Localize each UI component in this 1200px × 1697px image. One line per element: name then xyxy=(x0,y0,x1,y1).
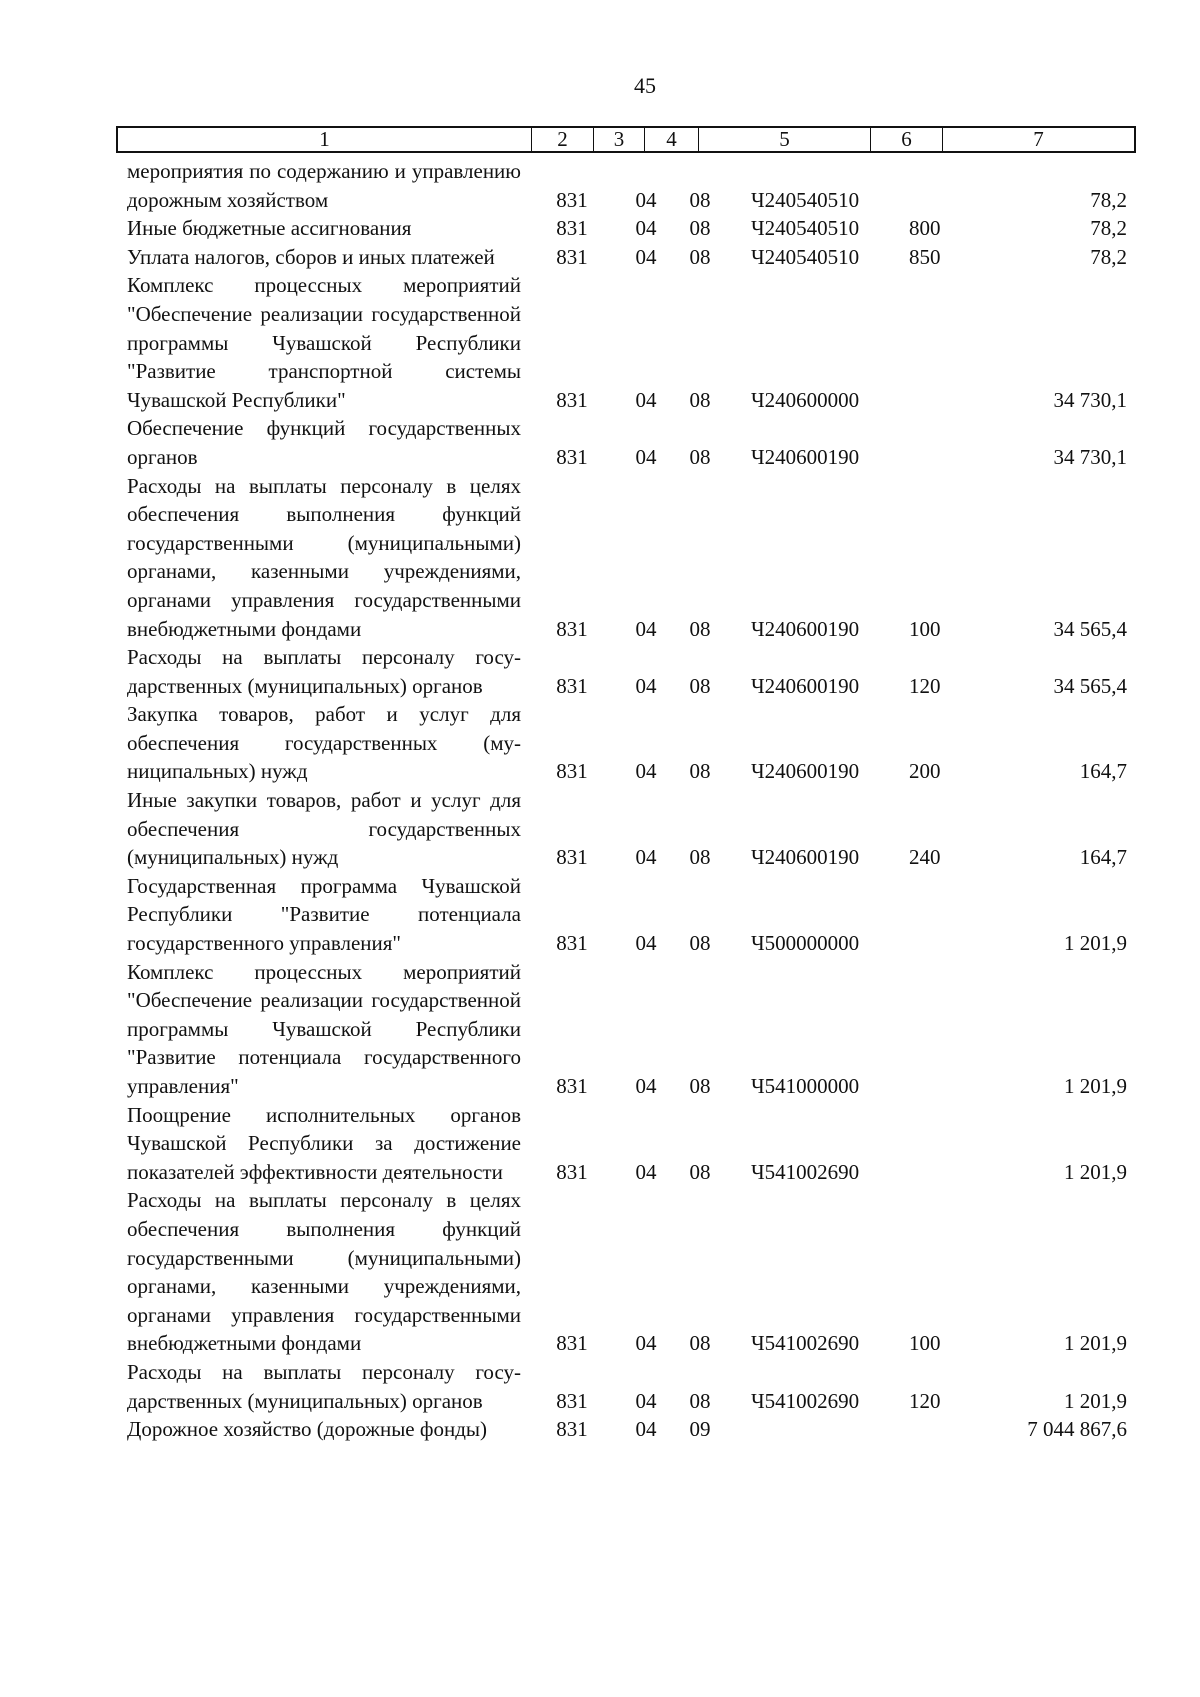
row-target-article: Ч240540510 xyxy=(751,216,860,241)
row-expense-type: 240 xyxy=(909,845,941,870)
row-subsection-code: 09 xyxy=(689,1417,711,1442)
row-gr-code: 831 xyxy=(556,387,588,412)
row-gr-code: 831 xyxy=(556,845,588,870)
row-amount: 1 201,9 xyxy=(1064,1159,1127,1184)
row-expense-type: 200 xyxy=(909,759,941,784)
table-row xyxy=(127,872,1127,958)
row-amount: 7 044 867,6 xyxy=(1027,1417,1127,1442)
row-name: Расходы на выплаты персоналу в целях обеспечения выполнения функций государственными (муниципальными) органами, казенными учреждениями, органами управления государственными внебюджетными фондами xyxy=(127,1188,521,1356)
row-subsection-code: 08 xyxy=(689,444,711,469)
column-header-2: 2 xyxy=(532,128,594,151)
row-gr-code: 831 xyxy=(556,673,588,698)
row-name: Иные бюджетные ассигнования xyxy=(127,216,412,241)
table-row xyxy=(127,700,1127,786)
row-name: Комплекс процессных мероприятий "Обеспечение реализации государственной программы Чувашской Республики "Развитие потенциала государственного управления" xyxy=(127,959,521,1098)
row-gr-code: 831 xyxy=(556,1388,588,1413)
row-section-code: 04 xyxy=(635,931,657,956)
row-name: Государственная программа Чувашской Республики "Развитие потенциала государственного управления" xyxy=(127,873,521,956)
row-target-article: Ч500000000 xyxy=(751,931,860,956)
row-subsection-code: 08 xyxy=(689,845,711,870)
column-header-6: 6 xyxy=(871,128,943,151)
table-row xyxy=(127,157,1127,214)
row-gr-code: 831 xyxy=(556,1331,588,1356)
column-header-5: 5 xyxy=(699,128,871,151)
row-section-code: 04 xyxy=(635,759,657,784)
table-row xyxy=(127,786,1127,872)
row-subsection-code: 08 xyxy=(689,244,711,269)
row-gr-code: 831 xyxy=(556,616,588,641)
table-row xyxy=(127,414,1127,471)
row-target-article: Ч240600000 xyxy=(751,387,860,412)
row-section-code: 04 xyxy=(635,216,657,241)
row-subsection-code: 08 xyxy=(689,1159,711,1184)
row-target-article: Ч240600190 xyxy=(751,759,860,784)
row-expense-type: 800 xyxy=(909,216,941,241)
row-name: Комплекс процессных мероприятий "Обеспечение реализации государственной программы Чувашской Республики "Развитие транспортной системы Чувашской Республики" xyxy=(127,273,521,412)
row-target-article: Ч541002690 xyxy=(751,1388,860,1413)
row-section-code: 04 xyxy=(635,1331,657,1356)
row-gr-code: 831 xyxy=(556,444,588,469)
row-amount: 1 201,9 xyxy=(1064,931,1127,956)
row-section-code: 04 xyxy=(635,444,657,469)
row-section-code: 04 xyxy=(635,244,657,269)
row-amount: 164,7 xyxy=(1079,845,1127,870)
row-section-code: 04 xyxy=(635,187,657,212)
row-gr-code: 831 xyxy=(556,187,588,212)
row-subsection-code: 08 xyxy=(689,1388,711,1413)
row-gr-code: 831 xyxy=(556,244,588,269)
row-expense-type: 100 xyxy=(909,616,941,641)
column-header-7: 7 xyxy=(1033,127,1044,151)
table-body xyxy=(127,157,1127,1444)
row-subsection-code: 08 xyxy=(689,759,711,784)
row-target-article: Ч541000000 xyxy=(751,1074,860,1098)
row-expense-type: 120 xyxy=(909,1388,941,1413)
row-section-code: 04 xyxy=(635,673,657,698)
row-subsection-code: 08 xyxy=(689,1074,711,1098)
row-target-article: Ч240600190 xyxy=(751,845,860,870)
row-subsection-code: 08 xyxy=(689,616,711,641)
table-row xyxy=(127,1358,1127,1415)
row-target-article: Ч541002690 xyxy=(751,1159,860,1184)
row-amount: 164,7 xyxy=(1079,759,1127,784)
row-target-article: Ч240540510 xyxy=(751,244,860,269)
row-name: Поощрение исполнительных органов Чувашской Республики за достижение показателей эффективности деятельности xyxy=(127,1102,521,1184)
row-gr-code: 831 xyxy=(556,1417,588,1442)
row-section-code: 04 xyxy=(635,1074,657,1098)
row-amount: 1 201,9 xyxy=(1064,1074,1127,1098)
row-amount: 34 730,1 xyxy=(1053,444,1127,469)
row-gr-code: 831 xyxy=(556,1074,588,1098)
table-row xyxy=(127,214,1127,243)
row-name: Уплата налогов, сборов и иных платежей xyxy=(127,244,495,269)
row-name: мероприятия по содержанию и управлению дорожным хозяйством xyxy=(127,159,521,212)
page-number: 45 xyxy=(634,73,656,98)
row-section-code: 04 xyxy=(635,387,657,412)
row-name: Иные закупки товаров, работ и услуг для обеспечения государственных (муниципальных) нужд xyxy=(127,788,521,870)
row-gr-code: 831 xyxy=(556,931,588,956)
table-row xyxy=(127,643,1127,700)
row-name: Расходы на выплаты персоналу в целях обеспечения выполнения функций государственными (муниципальными) органами, казенными учреждениями, органами управления государственными внебюджетными фондами xyxy=(127,473,521,641)
row-subsection-code: 08 xyxy=(689,931,711,956)
row-target-article: Ч240600190 xyxy=(751,444,860,469)
row-gr-code: 831 xyxy=(556,216,588,241)
column-header-1: 1 xyxy=(118,128,532,151)
column-header-3: 3 xyxy=(594,128,645,151)
row-subsection-code: 08 xyxy=(689,387,711,412)
row-section-code: 04 xyxy=(635,1388,657,1413)
row-gr-code: 831 xyxy=(556,759,588,784)
row-amount: 34 565,4 xyxy=(1053,673,1127,698)
row-subsection-code: 08 xyxy=(689,187,711,212)
row-name: Дорожное хозяйство (дорожные фонды) xyxy=(127,1417,488,1442)
table-row xyxy=(127,271,1127,414)
row-expense-type: 100 xyxy=(909,1331,941,1356)
row-name: Расходы на выплаты персоналу государственных (муниципальных) органов xyxy=(127,1359,521,1413)
table-row xyxy=(127,472,1127,644)
row-section-code: 04 xyxy=(635,1159,657,1184)
row-subsection-code: 08 xyxy=(689,216,711,241)
row-section-code: 04 xyxy=(635,616,657,641)
table-row xyxy=(127,1186,1127,1358)
row-name: Закупка товаров, работ и услуг для обеспечения государственных (муниципальных) нужд xyxy=(127,702,521,784)
row-subsection-code: 08 xyxy=(689,673,711,698)
table-row xyxy=(127,1101,1127,1187)
column-header-4: 4 xyxy=(645,128,699,151)
table-row xyxy=(127,1415,1127,1444)
row-section-code: 04 xyxy=(635,1417,657,1442)
row-name: Обеспечение функций государственных органов xyxy=(127,416,521,469)
row-amount: 1 201,9 xyxy=(1064,1388,1127,1413)
table-row xyxy=(127,958,1127,1101)
table-row xyxy=(127,243,1127,272)
row-section-code: 04 xyxy=(635,845,657,870)
row-subsection-code: 08 xyxy=(689,1331,711,1356)
row-amount: 1 201,9 xyxy=(1064,1331,1127,1356)
row-target-article: Ч240540510 xyxy=(751,187,860,212)
row-amount: 34 565,4 xyxy=(1053,616,1127,641)
row-expense-type: 850 xyxy=(909,244,941,269)
row-amount: 78,2 xyxy=(1090,216,1127,241)
row-amount: 78,2 xyxy=(1090,187,1127,212)
row-target-article: Ч541002690 xyxy=(751,1331,860,1356)
row-expense-type: 120 xyxy=(909,673,941,698)
row-target-article: Ч240600190 xyxy=(751,673,860,698)
table-header xyxy=(116,126,1136,153)
row-amount: 34 730,1 xyxy=(1053,387,1127,412)
row-gr-code: 831 xyxy=(556,1159,588,1184)
row-amount: 78,2 xyxy=(1090,244,1127,269)
row-name: Расходы на выплаты персоналу государственных (муниципальных) органов xyxy=(127,645,521,698)
row-target-article: Ч240600190 xyxy=(751,616,860,641)
